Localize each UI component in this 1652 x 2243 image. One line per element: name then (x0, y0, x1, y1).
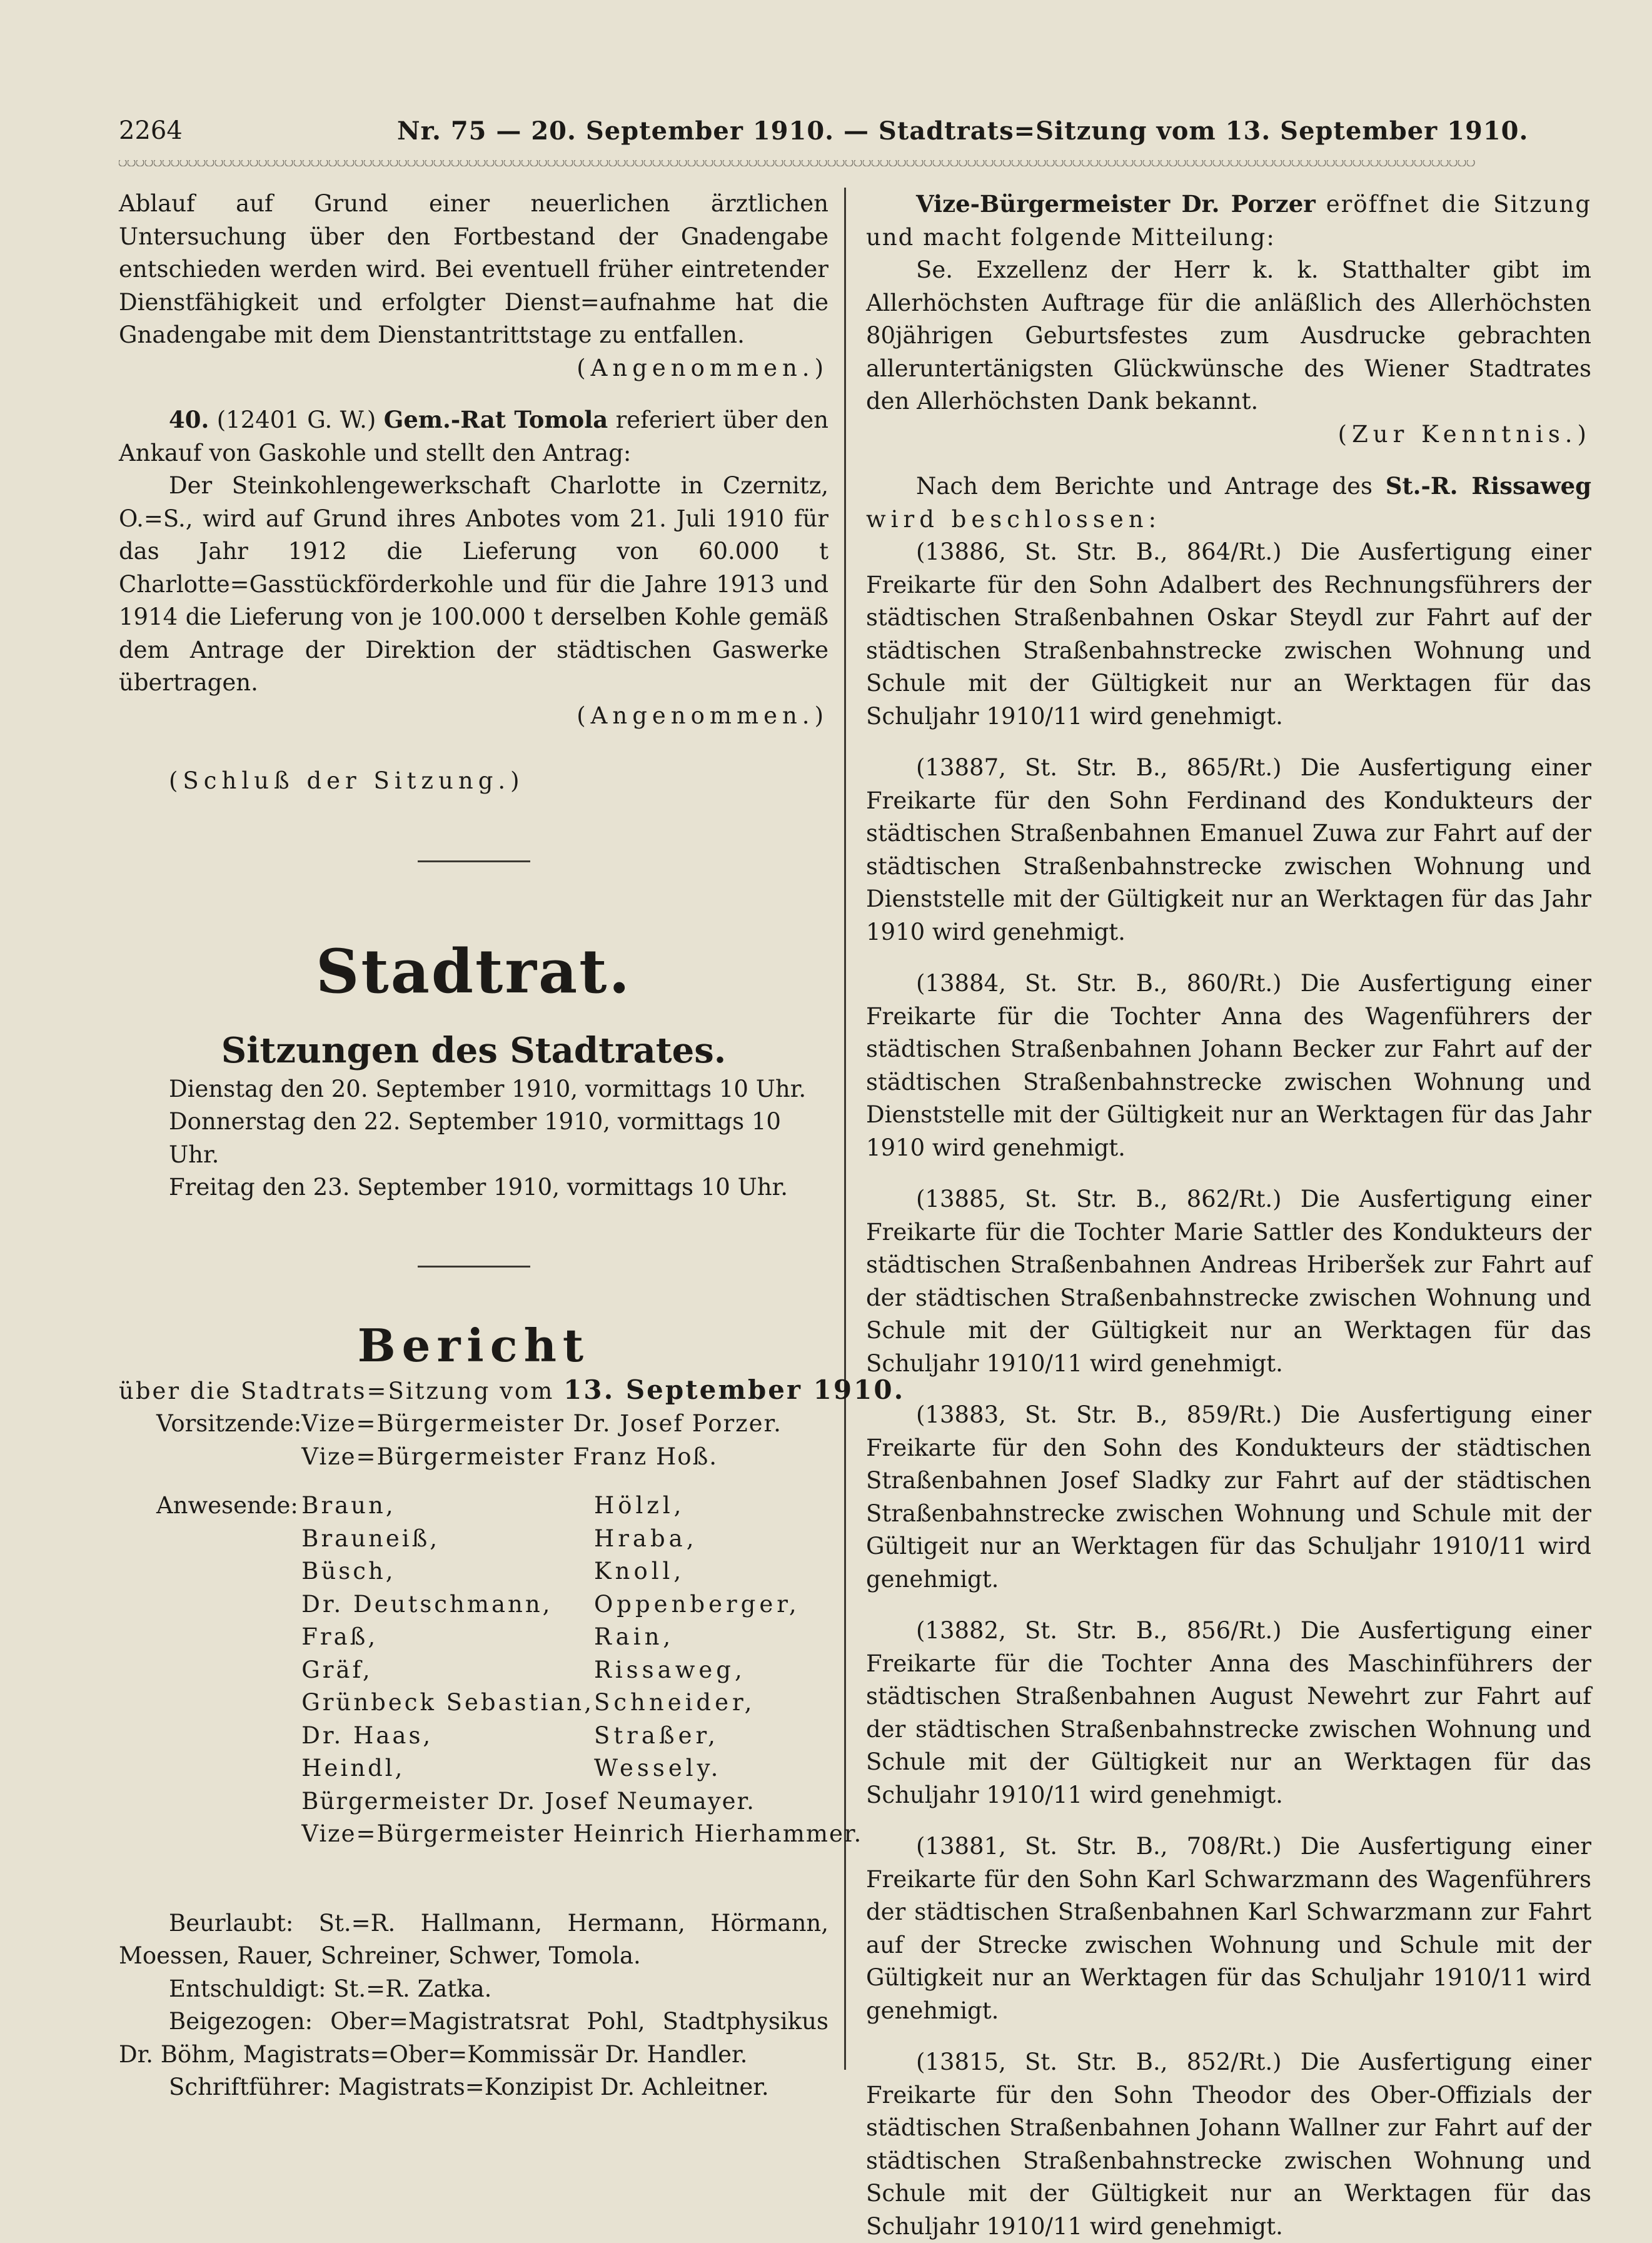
present-name: Fraß, (301, 1623, 378, 1650)
resolution-item: (13886, St. Str. B., 864/Rt.) Die Ausfertigung einer Freikarte für den Sohn Adalbert des Rechnungsführers der städtischen Straßenbahnen Oskar Steydl zur Fahrt auf der städtischen Straßenbahnstrecke zwischen Wohnung und Schule mit der Gültigkeit nur an Werktagen für das Schuljahr 1910/11 wird genehmigt. (866, 538, 1591, 730)
sessions-title: Sitzungen des Stadtrates. (221, 1029, 727, 1071)
present-mayor: Bürgermeister Dr. Josef Neumayer. (301, 1787, 755, 1815)
session-line: Freitag den 23. September 1910, vormittags 10 Uhr. (169, 1174, 788, 1201)
sessions-schedule (119, 1073, 829, 1204)
present-name: Wessely. (593, 1755, 722, 1782)
result-noted: (Zur Kenntnis.) (1337, 420, 1591, 448)
resolution-speaker: St.-R. Rissaweg (1385, 472, 1592, 500)
opening-paragraph (866, 188, 1591, 254)
report-subtitle: über die Stadtrats=Sitzung vom 13. September 1910. (119, 1374, 905, 1405)
present-name: Hölzl, (593, 1492, 685, 1519)
present-name: Grünbeck Sebastian, (301, 1689, 594, 1716)
resolution-item: (13885, St. Str. B., 862/Rt.) Die Ausfertigung einer Freikarte für die Tochter Marie Sattler des Kondukteurs der städtischen Straßenbahnen Andreas Hriberšek zur Fahrt auf der städtischen Straßenbahnstrecke zwischen Wohnung und Schule mit der Gültigkeit nur an Werktagen für das Schuljahr 1910/11 wird genehmigt. (866, 1186, 1591, 1377)
invited: Beigezogen: Ober=Magistratsrat Pohl, Stadtphysikus Dr. Böhm, Magistrats=Ober=Kommissär Dr. Handler. (119, 2008, 829, 2068)
item-speaker: Gem.-Rat Tomola (383, 406, 608, 433)
chair-name: Vize=Bürgermeister Dr. Josef Porzer. (301, 1410, 782, 1437)
present-name: Rissaweg, (593, 1656, 746, 1683)
present-name: Oppenberger, (593, 1590, 800, 1618)
item-number: 40. (169, 406, 209, 433)
on-leave: Beurlaubt: St.=R. Hallmann, Hermann, Hörmann, Moessen, Rauer, Schreiner, Schwer, Tomola. (119, 1909, 829, 1969)
present-name: Knoll, (593, 1558, 685, 1585)
result-accepted-2: (Angenommen.) (577, 702, 829, 729)
present-name: Braun, (301, 1492, 396, 1519)
present-label: Anwesende: (156, 1492, 298, 1519)
page-header (119, 116, 1529, 160)
page-number: 2264 (119, 116, 183, 145)
item-40-body: Der Steinkohlengewerkschaft Charlotte in Czernitz, O.=S., wird auf Grund ihres Anbotes vom 21. Juli 1910 für das Jahr 1912 die Lieferung von 60.000 t Charlotte=Gasstückförderkohle und für die Jahre 1913 und 1914 die Lieferung von je 100.000 t derselben Kohle gemäß dem Antrage der Direktion der städtischen Gaswerke übertragen. (119, 472, 829, 696)
present-name: Dr. Deutschmann, (301, 1590, 553, 1618)
announcement: Se. Exzellenz der Herr k. k. Statthalter gibt im Allerhöchsten Auftrage für die anläßlich des Allerhöchsten 80jährigen Geburtsfestes zum Ausdrucke gebrachten alleruntertänigsten Glückwünsche des Wiener Stadtrates den Allerhöchsten Dank bekannt. (866, 256, 1591, 415)
resolution-intro: Nach dem Berichte und Antrage des St.-R. Rissaweg wird beschlossen: (866, 472, 1592, 533)
resolution-item: (13882, St. Str. B., 856/Rt.) Die Ausfertigung einer Freikarte für die Tochter Anna des Maschinführers der städtischen Straßenbahnen August Newehrt zur Fahrt auf der städtischen Straßenbahnstrecke zwischen Wohnung und Schule mit der Gültigkeit nur an Werktagen für das Schuljahr 1910/11 wird genehmigt. (866, 1617, 1591, 1808)
item-40-heading (119, 403, 829, 470)
secretary: Schriftführer: Magistrats=Konzipist Dr. Achleitner. (169, 2074, 769, 2100)
chair-label: Vorsitzende: (156, 1410, 302, 1437)
session-line: Donnerstag den 22. September 1910, vormittags 10 Uhr. (169, 1108, 781, 1168)
excused: Entschuldigt: St.=R. Zatka. (169, 1975, 492, 2002)
left-column (119, 188, 905, 2104)
running-title: Nr. 75 — 20. September 1910. — Stadtrats=Sitzung vom 13. September 1910. (397, 116, 1529, 146)
item-intro: referiert über den Ankauf von Gaskohle und stellt den Antrag: (119, 406, 829, 466)
present-name: Straßer, (593, 1721, 719, 1749)
opening-text: eröffnet die Sitzung und macht folgende Mitteilung: (866, 191, 1592, 251)
present-name: Hraba, (593, 1525, 698, 1552)
header-wavy-rule (119, 160, 1476, 169)
resolution-item: (13883, St. Str. B., 859/Rt.) Die Ausfertigung einer Freikarte für den Sohn des Kondukteurs der städtischen Straßenbahnen Josef Sladky zur Fahrt auf der städtischen Straßenbahnstrecke zwischen Wohnung und Schule mit der Gültigeit nur an Werktagen für das Schuljahr 1910/11 wird genehmigt. (866, 1401, 1591, 1593)
resolution-item: (13815, St. Str. B., 852/Rt.) Die Ausfertigung einer Freikarte für den Sohn Theodor des Ober-Offizials der städtischen Straßenbahnen Johann Wallner zur Fahrt auf der städtischen Straßenbahnstrecke zwischen Wohnung und Schule mit der Gültigkeit nur an Werktagen für das Schuljahr 1910/11 wird genehmigt. (866, 2049, 1591, 2240)
present-vice-mayor: Vize=Bürgermeister Heinrich Hierhammer. (301, 1820, 863, 1847)
opening-speaker: Vize-Bürgermeister Dr. Porzer (916, 190, 1316, 218)
paragraph-continuation: Ablauf auf Grund einer neuerlichen ärztlichen Untersuchung über den Fortbestand der Gnadengabe entschieden werden wird. Bei eventuell früher eintretender Dienstfähigkeit und erfolgter Dienst=aufnahme hat die Gnadengabe mit dem Dienstantrittstage zu entfallen. (119, 190, 829, 348)
resolution-item: (13887, St. Str. B., 865/Rt.) Die Ausfertigung einer Freikarte für den Sohn Ferdinand des Kondukteurs der städtischen Straßenbahnen Emanuel Zuwa zur Fahrt auf der städtischen Straßenbahnstrecke zwischen Wohnung und Dienststelle mit der Gültigkeit nur an Werktagen für das Jahr 1910 wird genehmigt. (866, 754, 1591, 945)
present-name: Dr. Haas, (301, 1721, 433, 1749)
session-line: Dienstag den 20. September 1910, vormittags 10 Uhr. (169, 1075, 807, 1102)
chair-name: Vize=Bürgermeister Franz Hoß. (301, 1443, 718, 1470)
present-name: Rain, (593, 1623, 675, 1650)
present-name: Brauneiß, (301, 1525, 440, 1552)
section-title: Stadtrat. (316, 935, 632, 1007)
report-title: Bericht (357, 1318, 590, 1372)
session-closing: (Schluß der Sitzung.) (169, 767, 525, 794)
present-name: Gräf, (301, 1656, 373, 1683)
result-accepted: (Angenommen.) (577, 354, 829, 381)
item-reference: (12401 G. W.) (216, 406, 376, 433)
right-column (866, 188, 1591, 2243)
resolution-item: (13881, St. Str. B., 708/Rt.) Die Ausfertigung einer Freikarte für den Sohn Karl Schwarzmann des Wagenführers der städtischen Straßenbahnen Karl Schwarzmann zur Fahrt auf der Strecke zwischen Wohnung und Schule mit der Gültigkeit nur an Werktagen für das Schuljahr 1910/11 wird genehmigt. (866, 1833, 1591, 2024)
chair-table (156, 1408, 862, 1851)
present-name: Büsch, (301, 1558, 396, 1585)
resolution-item: (13884, St. Str. B., 860/Rt.) Die Ausfertigung einer Freikarte für die Tochter Anna des Wagenführers der städtischen Straßenbahnen Johann Becker zur Fahrt auf der städtischen Straßenbahnstrecke zwischen Wohnung und Dienststelle mit der Gültigkeit nur an Werktagen für das Jahr 1910 wird genehmigt. (866, 970, 1591, 1161)
present-name: Heindl, (301, 1755, 405, 1782)
present-name: Schneider, (593, 1689, 756, 1716)
